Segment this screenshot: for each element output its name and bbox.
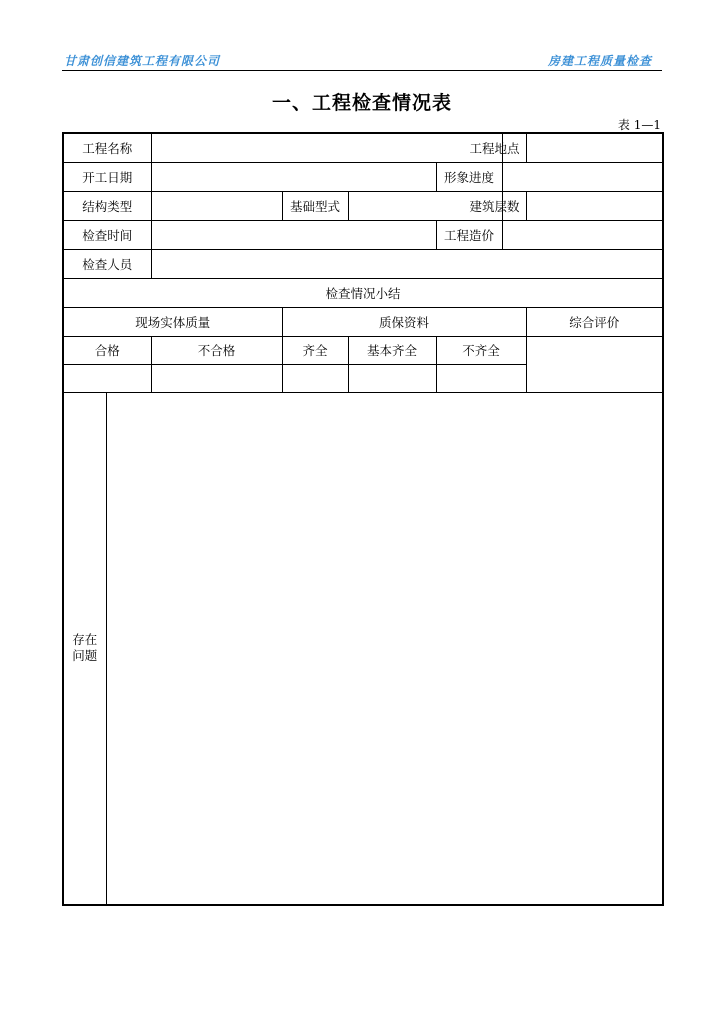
structure-type-label: 结构类型 [63, 191, 151, 220]
issues-label-line2: 问题 [72, 648, 98, 664]
project-name-field[interactable] [151, 133, 502, 162]
incomplete-field[interactable] [436, 364, 526, 392]
project-location-label: 工程地点 [502, 133, 526, 162]
docs-label: 质保资料 [282, 307, 526, 336]
project-cost-label: 工程造价 [436, 220, 502, 249]
unqualified-label: 不合格 [151, 336, 282, 364]
overall-field[interactable] [526, 336, 663, 392]
inspection-time-label: 检查时间 [63, 220, 151, 249]
incomplete-label: 不齐全 [436, 336, 526, 364]
floors-label: 建筑层数 [502, 191, 526, 220]
summary-label: 检查情况小结 [63, 278, 663, 307]
progress-field[interactable] [502, 162, 663, 191]
header-divider [62, 70, 662, 71]
start-date-field[interactable] [151, 162, 436, 191]
page-title: 一、工程检查情况表 [271, 92, 452, 114]
table-number: 表 1—1 [617, 118, 661, 132]
mostly-complete-label: 基本齐全 [348, 336, 436, 364]
floors-field[interactable] [526, 191, 663, 220]
project-cost-field[interactable] [502, 220, 663, 249]
inspection-time-field[interactable] [151, 220, 436, 249]
inspectors-label: 检查人员 [63, 249, 151, 278]
inspectors-field[interactable] [151, 249, 663, 278]
complete-field[interactable] [282, 364, 348, 392]
complete-label: 齐全 [282, 336, 348, 364]
company-name: 甘肃创信建筑工程有限公司 [64, 54, 221, 68]
project-location-field[interactable] [526, 133, 663, 162]
qualified-label: 合格 [63, 336, 151, 364]
issues-field[interactable] [106, 392, 663, 905]
onsite-quality-label: 现场实体质量 [63, 307, 282, 336]
foundation-type-label: 基础型式 [282, 191, 348, 220]
unqualified-field[interactable] [151, 364, 282, 392]
document-type: 房建工程质量检查 [547, 54, 652, 68]
qualified-field[interactable] [63, 364, 151, 392]
progress-label: 形象进度 [436, 162, 502, 191]
structure-type-field[interactable] [151, 191, 282, 220]
issues-label-line1: 存在 [72, 632, 98, 648]
issues-label [63, 392, 106, 905]
overall-label: 综合评价 [526, 307, 663, 336]
mostly-complete-field[interactable] [348, 364, 436, 392]
inspection-form-table [62, 132, 664, 906]
project-name-label: 工程名称 [63, 133, 151, 162]
start-date-label: 开工日期 [63, 162, 151, 191]
